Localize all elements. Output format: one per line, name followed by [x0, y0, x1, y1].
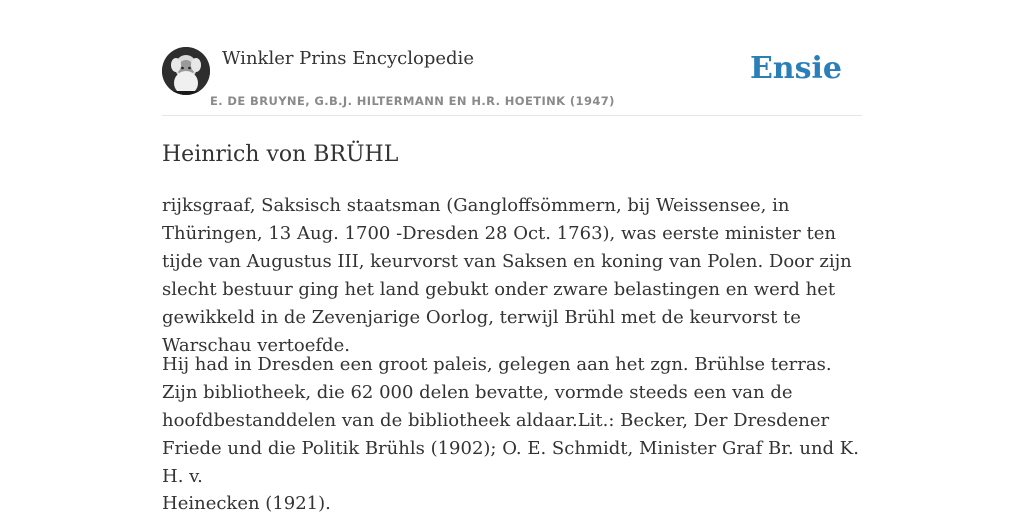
- page-container: [162, 0, 862, 512]
- site-title[interactable]: Winkler Prins Encyclopedie: [222, 48, 474, 69]
- author-credits: E. DE BRUYNE, G.B.J. HILTERMANN EN H.R. HOETINK (1947): [210, 94, 615, 108]
- article-paragraph: Hij had in Dresden een groot paleis, gelegen aan het zgn. Brühlse terras. Zijn bibliotheek, die 62 000 delen bevatte, vormde steeds een van de hoofdbestanddelen van de bibliotheek aldaar.Lit.: Becker, Der Dresdener Friede und die Politik Brühls (1902); O. E. Schmidt, Minister Graf Br. und K. H. v.: [162, 354, 859, 487]
- article-paragraph: Heinecken (1921).: [162, 493, 331, 512]
- avatar[interactable]: [162, 47, 210, 95]
- article-paragraph: rijksgraaf, Saksisch staatsman (Gangloffsömmern, bij Weissensee, in Thüringen, 13 Aug. 1700 -Dresden 28 Oct. 1763), was eerste minister ten tijde van Augustus III, keurvorst van Saksen en koning van Polen. Door zijn slecht bestuur ging het land gebukt onder zware belastingen en werd het gewikkeld in de Zevenjarige Oorlog, terwijl Brühl met de keurvorst te Warschau vertoefde.: [162, 195, 852, 356]
- author-portrait-icon: [162, 47, 210, 95]
- site-header: [162, 0, 862, 116]
- article-title: Heinrich von BRÜHL: [162, 142, 399, 167]
- brand-logo[interactable]: Ensie: [749, 51, 842, 86]
